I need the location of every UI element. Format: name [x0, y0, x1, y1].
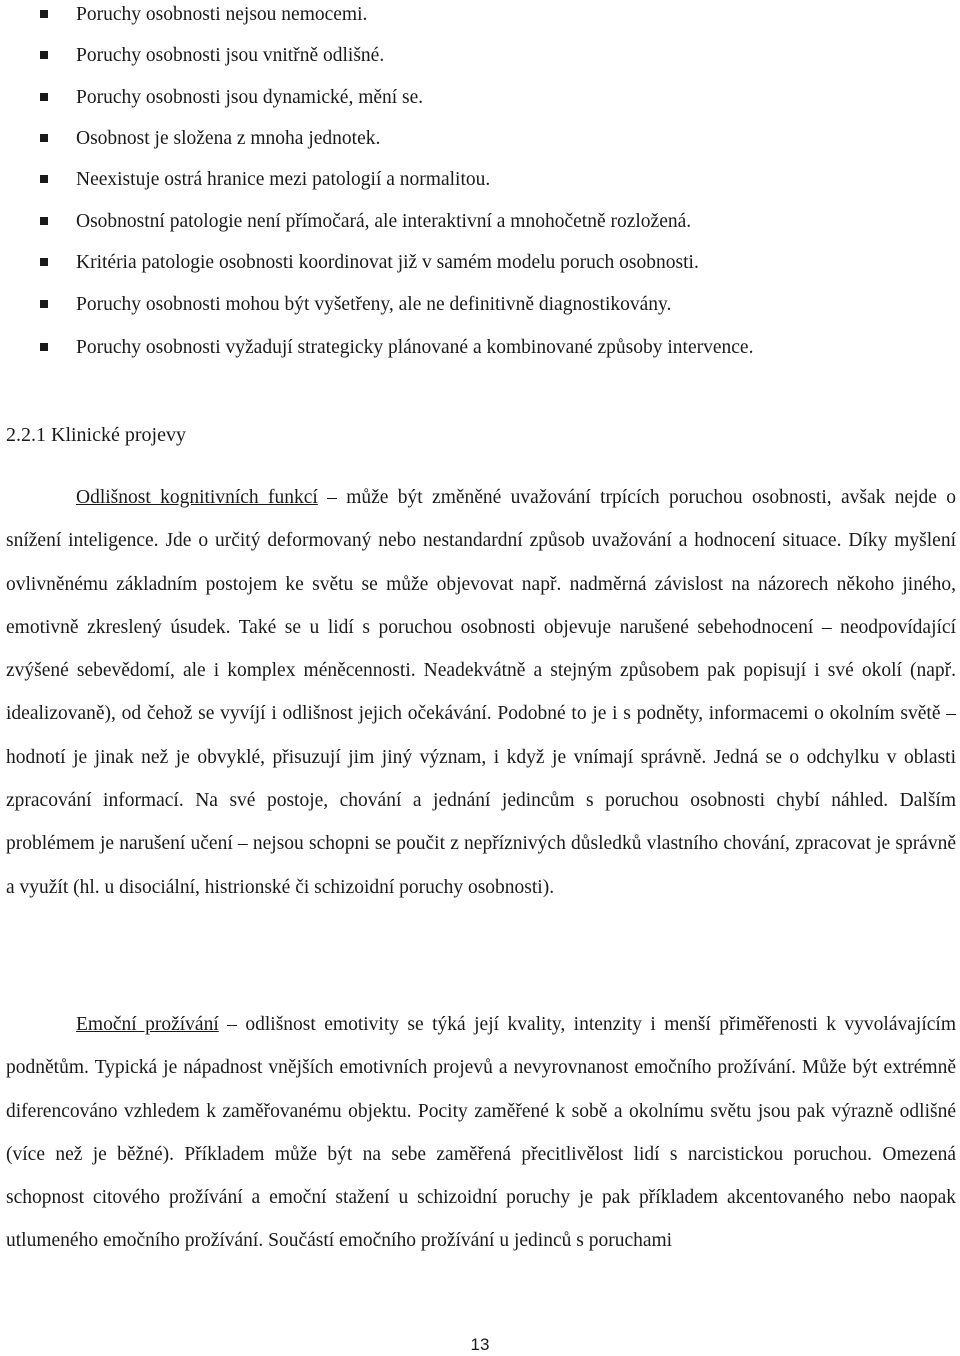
square-bullet-icon — [40, 217, 48, 225]
square-bullet-icon — [40, 175, 48, 183]
square-bullet-icon — [40, 51, 48, 59]
square-bullet-icon — [40, 134, 48, 142]
square-bullet-icon — [40, 93, 48, 101]
square-bullet-icon — [40, 258, 48, 266]
square-bullet-icon — [40, 300, 48, 308]
square-bullet-icon — [40, 343, 48, 351]
paragraph-emotional-experience — [6, 1003, 956, 1263]
paragraph-body: – odlišnost emotivity se týká její kvality, intenzity i menší přiměřenosti k vyvolávajícím podnětům. Typická je nápadnost vnějších emotivních projevů a nevyrovnanost emočního prožívání. Může být extrémně diferencováno vzhledem k zaměřovanému objektu. Pocity zaměřené k sobě a okolnímu světu jsou pak výrazně odlišné (více než je běžné). Příkladem může být na sebe zaměřená přecitlivělost lidí s narcistickou poruchou. Omezená schopnost citového prožívání a emoční stažení u schizoidní poruchy je pak příkladem akcentovaného nebo naopak utlumeného emočního prožívání. Součástí emočního prožívání u jedinců s poruchami — [6, 1014, 956, 1252]
section-heading: 2.2.1 Klinické projevy — [6, 424, 186, 446]
paragraph-lead: Emoční prožívání — [76, 1014, 219, 1035]
paragraph-cognitive-functions — [6, 476, 956, 909]
square-bullet-icon — [40, 10, 48, 18]
paragraph-lead: Odlišnost kognitivních funkcí — [76, 487, 318, 508]
page-number: 13 — [470, 1335, 490, 1354]
paragraph-body: – může být změněné uvažování trpících poruchou osobnosti, avšak nejde o snížení inteligence. Jde o určitý deformovaný nebo nestandardní způsob uvažování a hodnocení situace. Díky myšlení ovlivněnému základním postojem ke světu se může objevovat např. nadměrná závislost na názorech někoho jiného, emotivně zkreslený úsudek. Také se u lidí s poruchou osobnosti objevuje narušené sebehodnocení – neodpovídající zvýšené sebevědomí, ale i komplex méněcennosti. Neadekvátně a stejným způsobem pak popisují i své okolí (např. idealizovaně), od čehož se vyvíjí i odlišnost jejich očekávání. Podobné to je i s podněty, informacemi o okolním světě – hodnotí je jinak než je obvyklé, přisuzují jim jiný význam, i když je vnímají správně. Jedná se o odchylku v oblasti zpracování informací. Na své postoje, chování a jednání jedincům s poruchou osobnosti chybí náhled. Dalším problémem je narušení učení – nejsou schopni se poučit z nepříznivých důsledků vlastního chování, zpracovat je správně a využít (hl. u disociální, histrionské či schizoidní poruchy osobnosti). — [6, 487, 956, 898]
